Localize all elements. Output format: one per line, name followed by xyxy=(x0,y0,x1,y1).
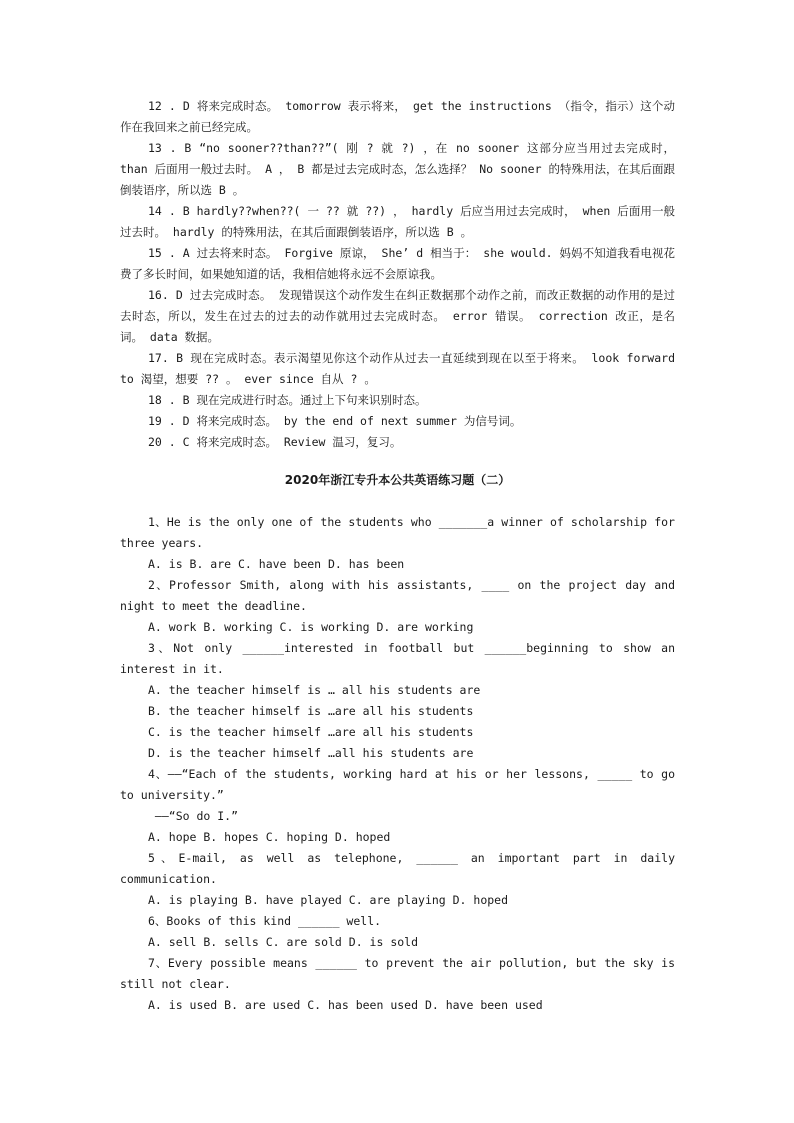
question-option-d: D. is the teacher himself …all his students are xyxy=(148,746,474,760)
question-item xyxy=(120,638,675,764)
question-options: A. hope B. hopes C. hoping D. hoped xyxy=(148,830,391,844)
question-item xyxy=(120,848,675,911)
answer-item: 15 . A 过去将来时态。 Forgive 原谅， She’ d 相当于： she would. 妈妈不知道我看电视花费了多长时间，如果她知道的话，我相信她将永远不会原谅我。 xyxy=(120,246,675,281)
answer-item: 16. D 过去完成时态。 发现错误这个动作发生在纠正数据那个动作之前，而改正数据的动作用的是过去时态，所以，发生在过去的过去的动作就用过去完成时态。 error 错误。 correction 改正，是名词。 data 数据。 xyxy=(120,288,675,344)
question-options: A. is playing B. have played C. are playing D. hoped xyxy=(148,893,509,907)
question-options: A. is B. are C. have been D. has been xyxy=(148,557,405,571)
question-stem: 1、He is the only one of the students who _______a winner of scholarship for three years. xyxy=(120,515,675,550)
answer-item: 19 . D 将来完成时态。 by the end of next summer 为信号词。 xyxy=(148,414,522,428)
question-option-b: B. the teacher himself is …are all his students xyxy=(148,704,474,718)
question-stem: 6、Books of this kind ______ well. xyxy=(148,914,382,928)
question-option-a: A. the teacher himself is … all his students are xyxy=(148,683,481,697)
question-item xyxy=(120,575,675,638)
question-stem: 2、Professor Smith, along with his assistants, ____ on the project day and night to meet the deadline. xyxy=(120,578,675,613)
answer-explanations xyxy=(120,96,675,453)
answer-item: 13 . B “no sooner??than??”( 刚 ? 就 ?) ，在 no sooner 这部分应当用过去完成时， than 后面用一般过去时。 A ， B 都是过去完成时态，怎么选择？ No sooner 的特殊用法，在其后面跟倒装语序，所以选 B 。 xyxy=(120,141,675,197)
section-title: 2020年浙江专升本公共英语练习题（二） xyxy=(284,473,511,487)
question-item xyxy=(120,911,675,953)
answer-item: 17. B 现在完成时态。表示渴望见你这个动作从过去一直延续到现在以至于将来。 look forward to 渴望，想要 ?? 。 ever since 自从 ? 。 xyxy=(120,351,675,386)
question-item xyxy=(120,764,675,848)
question-stem: 3、Not only ______interested in football but ______beginning to show an interest in it. xyxy=(120,641,675,676)
question-options: A. work B. working C. is working D. are working xyxy=(148,620,474,634)
answer-item: 12 . D 将来完成时态。 tomorrow 表示将来， get the instructions （指令，指示）这个动作在我回来之前已经完成。 xyxy=(120,99,675,134)
answer-item: 20 . C 将来完成时态。 Review 温习，复习。 xyxy=(148,435,402,449)
question-options: A. sell B. sells C. are sold D. is sold xyxy=(148,935,419,949)
page-content xyxy=(120,96,675,1016)
question-list xyxy=(120,512,675,1016)
question-stem: 5、E-mail, as well as telephone, ______ an important part in daily communication. xyxy=(120,851,675,886)
question-item xyxy=(120,953,675,1016)
question-stem: 7、Every possible means ______ to prevent the air pollution, but the sky is still not clear. xyxy=(120,956,675,991)
question-stem: 4、——“Each of the students, working hard at his or her lessons, _____ to go to university.” xyxy=(120,767,675,802)
question-item xyxy=(120,512,675,575)
question-option-c: C. is the teacher himself …are all his students xyxy=(148,725,474,739)
question-dialogue-reply: ——“So do I.” xyxy=(148,809,239,823)
question-options: A. is used B. are used C. has been used D. have been used xyxy=(148,998,543,1012)
answer-item: 14 . B hardly??when??( 一 ?? 就 ??) ， hardly 后应当用过去完成时， when 后面用一般过去时。 hardly 的特殊用法，在其后面跟倒装语序，所以选 B 。 xyxy=(120,204,675,239)
answer-item: 18 . B 现在完成进行时态。通过上下句来识别时态。 xyxy=(148,393,427,407)
